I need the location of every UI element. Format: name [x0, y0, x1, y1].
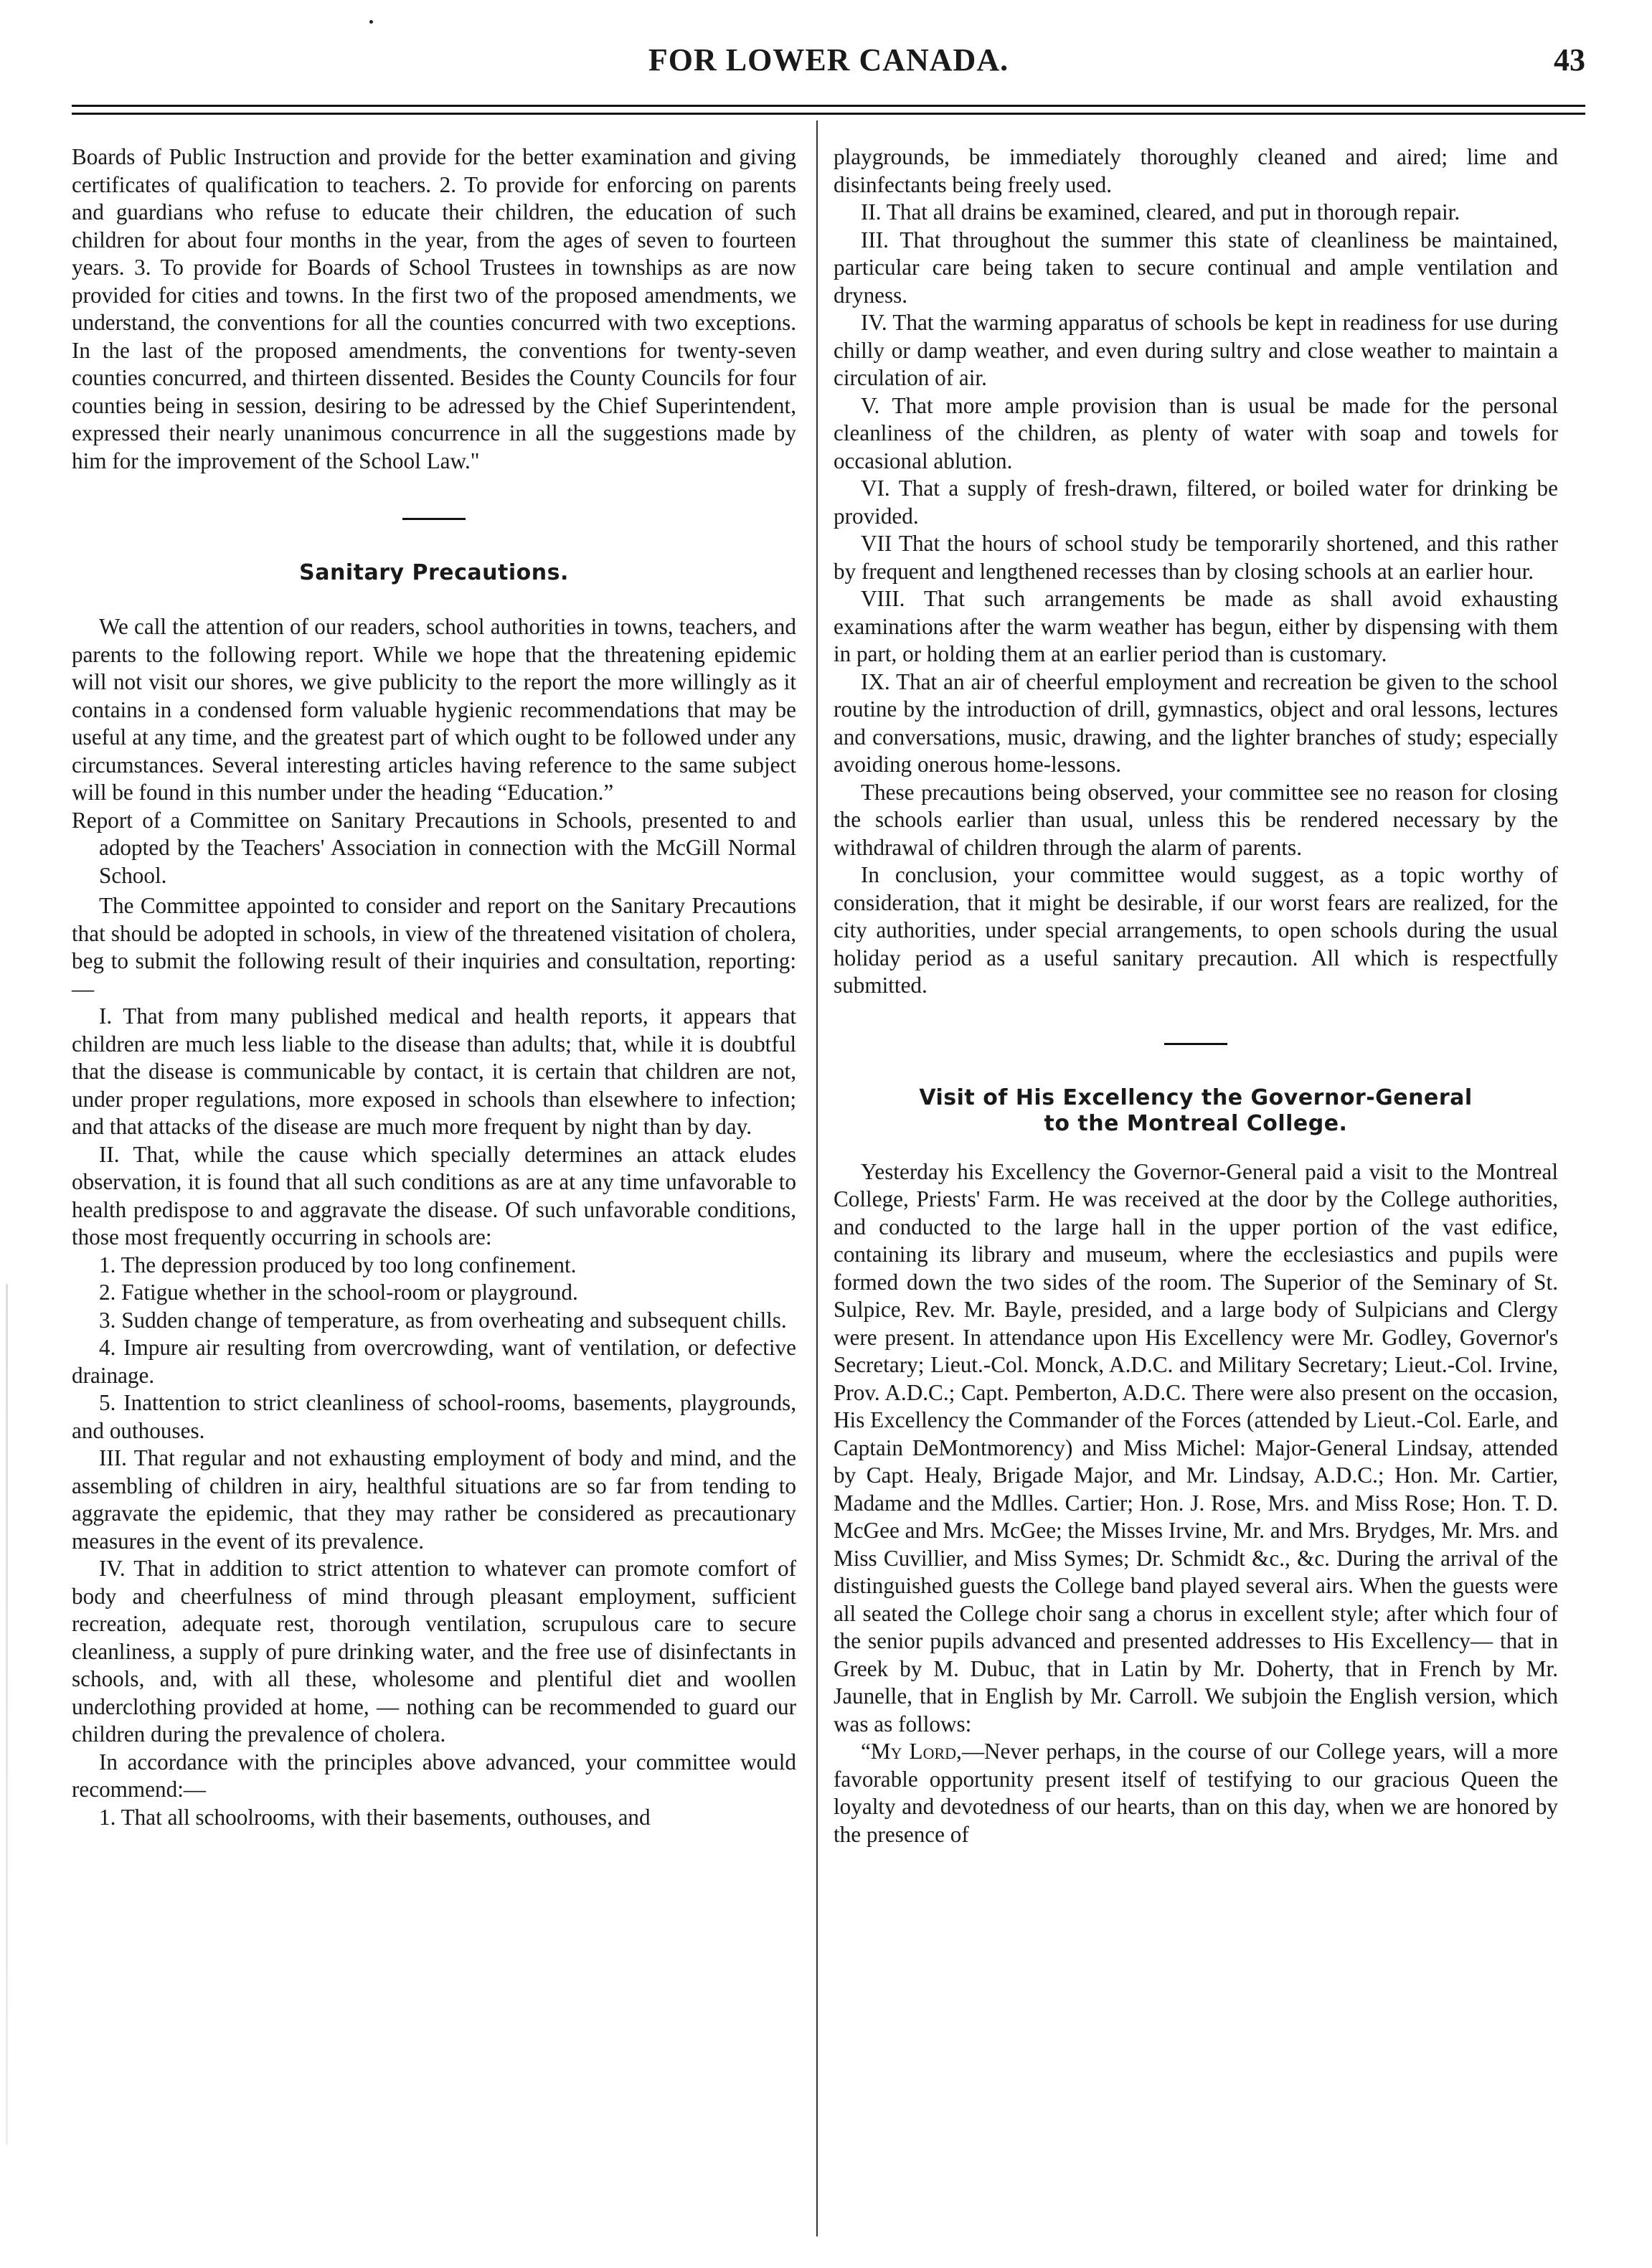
precautions-conclusion: These precautions being observed, your committee see no reason for closing the schools earlier than usual, unless this be rendered necessary by the withdrawal of children through the alarm of parents.: [834, 779, 1558, 860]
address-paragraph: [834, 1738, 1558, 1848]
intro-paragraph: Boards of Public Instruction and provide for the better examination and giving certificates of qualification to teachers. 2. To provide for enforcing on parents and guardians who refuse to educate their children, the education of such children for about four months in the year, from the ages of seven to fourteen years. 3. To provide for Boards of School Trustees in townships as are now provided for cities and towns. In the first two of the proposed amendments, we understand, the conventions for all the counties concurred with two exceptions. In the last of the proposed amendments, the conventions for twenty-seven counties concurred, and thirteen dissented. Besides the County Councils for four counties being in session, desiring to be adressed by the Chief Superintendent, expressed their nearly unanimous concurrence in all the suggestions made by him for the improvement of the School Law.": [72, 144, 796, 473]
page-number: 43: [1554, 42, 1585, 77]
finding-iv: IV. That in addition to strict attention to whatever can promote comfort of body and cheerfulness of mind through pleasant employment, sufficient recreation, adequate rest, thorough ventilation, scrupulous care to secure cleanliness, a supply of pure drinking water, and the free use of disinfectants in schools, and, with all these, wholesome and plentiful diet and woollen underclothing provided at home, — nothing can be recommended to guard our children during the prevalence of cholera.: [72, 1556, 796, 1747]
section-divider: [1164, 1043, 1227, 1045]
recommendation-1-start: 1. That all schoolrooms, with their basements, outhouses, and: [99, 1804, 651, 1830]
visit-heading-line2: to the Montreal College.: [1044, 1110, 1348, 1136]
visit-heading: [834, 1085, 1558, 1137]
recommendation-viii: VIII. That such arrangements be made as shall avoid exhausting examinations after the warm weather has begun, either by dispensing with them in part, or holding them at an earlier period than is customary.: [834, 586, 1558, 666]
sanitary-heading: Sanitary Precautions.: [299, 560, 569, 585]
finding-ii: II. That, while the cause which specially determines an attack eludes observation, it is found that all such conditions as are at any time unfavorable to health predispose to and aggravate the disease. Of such unfavorable conditions, those most frequently occurring in schools are:: [72, 1141, 796, 1249]
recommendation-iii: III. That throughout the summer this state of cleanliness be maintained, particular care being taken to secure continual and ample ventilation and dryness.: [834, 227, 1558, 308]
ink-speck: [369, 20, 373, 24]
visit-heading-line1: Visit of His Excellency the Governor-General: [919, 1085, 1473, 1110]
left-column: [72, 143, 796, 1831]
report-title: Report of a Committee on Sanitary Precautions in Schools, presented to and adopted by the Teachers' Association in connection with the McGill Normal School.: [72, 807, 796, 888]
recommendation-ii: II. That all drains be examined, cleared, and put in thorough repair.: [861, 199, 1460, 225]
visit-paragraph: Yesterday his Excellency the Governor-General paid a visit to the Montreal College, Priests' Farm. He was received at the door by the College authorities, and conducted to the large hall in the upper portion of the vast edifice, containing its library and museum, where the ecclesiastics and pupils were formed down the two sides of the room. The Superior of the Seminary of St. Sulpice, Rev. Mr. Bayle, presided, and a large body of Sulpicians and Clergy were present. In attendance upon His Excellency were Mr. Godley, Governor's Secretary; Lieut.-Col. Monck, A.D.C. and Military Secretary; Lieut.-Col. Irvine, Prov. A.D.C.; Capt. Pemberton, A.D.C. There were also present on the occasion, His Excellency the Commander of the Forces (attended by Lieut.-Col. Earle, and Captain DeMontmorency) and Miss Michel: Major-General Lindsay, attended by Capt. Healy, Brigade Major, and Mr. Lindsay, A.D.C.; Hon. Mr. Cartier, Madame and the Mdlles. Cartier; Hon. J. Rose, Mrs. and Miss Rose; Hon. T. D. McGee and Mrs. McGee; the Misses Irvine, Mr. and Mrs. Brydges, Mr. Mrs. and Miss Cuvillier, and Miss Symes; Dr. Schmidt &c., &c. During the arrival of the distinguished guests the College band played several airs. When the guests were all seated the College choir sang a chorus in excellent style; after which four of the senior pupils advanced and presented addresses to His Excellency— that in Greek by M. Dubuc, that in Latin by Mr. Doherty, that in French by Mr. Jaunelle, that in English by Mr. Carroll. We subjoin the English version, which was as follows:: [834, 1158, 1558, 1737]
running-title: FOR LOWER CANADA.: [648, 42, 1009, 77]
condition-4: 4. Impure air resulting from overcrowding, want of ventilation, or defective drainage.: [72, 1335, 796, 1388]
address-salutation: “My Lord,: [861, 1739, 962, 1764]
condition-1: 1. The depression produced by too long confinement.: [99, 1252, 577, 1277]
header-double-rule: [72, 105, 1585, 115]
section-divider: [402, 518, 466, 520]
right-column: [834, 143, 1558, 1848]
binding-shadow: [6, 1284, 8, 2145]
address-text: —Never perhaps, in the course of our College years, will a more favorable opportunity present itself of testifying to our gracious Queen the loyalty and devotedness of our hearts, than on this day, when we are honored by the presence of: [834, 1739, 1558, 1847]
condition-5: 5. Inattention to strict cleanliness of school-rooms, basements, playgrounds, and outhouses.: [72, 1390, 796, 1443]
recommendation-v: V. That more ample provision than is usual be made for the personal cleanliness of the children, as plenty of water with soap and towels for occasional ablution.: [834, 392, 1558, 473]
condition-3: 3. Sudden change of temperature, as from overheating and subsequent chills.: [99, 1307, 787, 1333]
committee-paragraph: The Committee appointed to consider and report on the Sanitary Precautions that should be adopted in schools, in view of the threatened visitation of cholera, beg to submit the following result of their inquiries and consultation, reporting:—: [72, 893, 796, 1001]
recommendation-ix: IX. That an air of cheerful employment and recreation be given to the school routine by the introduction of drill, gymnastics, object and oral lessons, lectures and conversations, music, drawing, and the lighter branches of study; especially avoiding onerous home-lessons.: [834, 668, 1558, 777]
column-divider: [816, 121, 818, 2236]
recommendation-vii: VII That the hours of school study be temporarily shortened, and this rather by frequent and lengthened recesses than by closing schools at an earlier hour.: [834, 531, 1558, 584]
recommend-intro: In accordance with the principles above advanced, your committee would recommend:—: [72, 1749, 796, 1802]
condition-2: 2. Fatigue whether in the school-room or playground.: [99, 1280, 578, 1305]
finding-i: I. That from many published medical and health reports, it appears that children are much less liable to the disease than adults; that, while it is doubtful that the disease is communicable by contact, it is certain that children are not, under proper regulations, more exposed in schools than elsewhere to infection; and that attacks of the disease are much more frequent by night than by day.: [72, 1003, 796, 1139]
sanitary-intro: We call the attention of our readers, school authorities in towns, teachers, and parents to the following report. While we hope that the threatening epidemic will not visit our shores, we give publicity to the report the more willingly as it contains in a condensed form valuable hygienic recommendations that may be useful at any time, and the greatest part of which ought to be followed under any circumstances. Several interesting articles having reference to the same subject will be found in this number under the heading “Education.”: [72, 614, 796, 805]
recommendation-1-end: playgrounds, be immediately thoroughly cleaned and aired; lime and disinfectants being freely used.: [834, 144, 1558, 197]
running-head: [72, 39, 1585, 103]
finding-iii: III. That regular and not exhausting employment of body and mind, and the assembling of children in airy, healthful situations are so far from tending to aggravate the epidemic, that they may rather be considered as precautionary measures in the event of its prevalence.: [72, 1445, 796, 1554]
recommendation-iv: IV. That the warming apparatus of schools be kept in readiness for use during chilly or damp weather, and even during sultry and close weather to maintain a circulation of air.: [834, 310, 1558, 390]
committee-suggestion: In conclusion, your committee would suggest, as a topic worthy of consideration, that it might be desirable, if our worst fears are realized, for the city authorities, under special arrangements, to open schools during the usual holiday period as a useful sanitary precaution. All which is respectfully submitted.: [834, 862, 1558, 998]
recommendation-vi: VI. That a supply of fresh-drawn, filtered, or boiled water for drinking be provided.: [834, 476, 1558, 529]
